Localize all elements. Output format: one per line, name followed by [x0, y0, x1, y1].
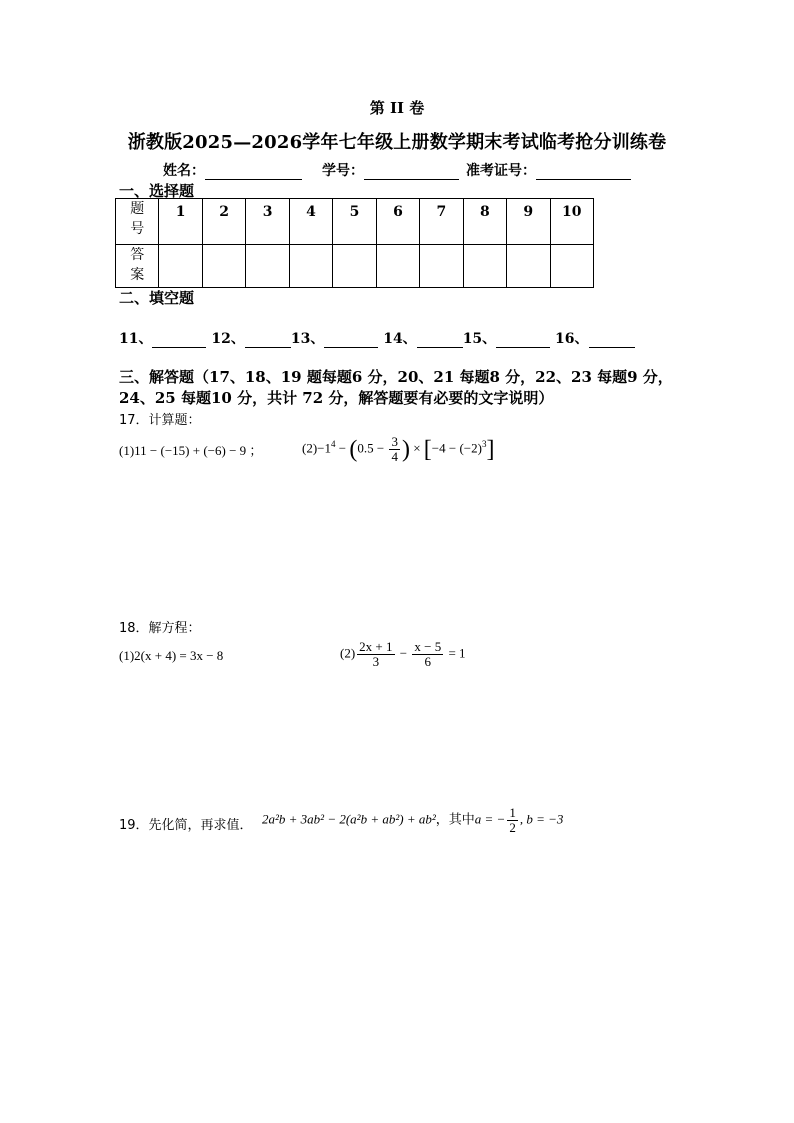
- page-title: 浙教版2025—2026学年七年级上册数学期末考试临考抢分训练卷: [127, 132, 667, 153]
- blank-label: 11、: [119, 331, 153, 347]
- q18-label: 18．解方程：: [119, 621, 201, 636]
- row-header-number: 题 号: [116, 199, 159, 245]
- q18-part2: (2) $\frac{2x + 1}{3}$ − $\frac{x - 5}{6}$ = 1: [340, 639, 466, 669]
- section-answer-heading-1: 三、解答题（17、18、19 题每题6 分，20、21 每题8 分，22、23 每题9 分，: [119, 368, 673, 386]
- blank-label: 15、: [462, 331, 497, 347]
- blank-label: 16、: [555, 331, 589, 347]
- blank-label: 14、: [383, 331, 417, 347]
- table-cell: 1: [159, 199, 202, 245]
- answer-cell[interactable]: [289, 245, 332, 288]
- answer-cell[interactable]: [159, 245, 202, 288]
- section-answer-heading-2: 24、25 每题10 分，共计 72 分，解答题要有必要的文字说明）: [119, 389, 554, 407]
- blank-line[interactable]: [245, 333, 291, 348]
- section-fill-heading: 二、填空题: [119, 289, 195, 307]
- volume-label: 第 II 卷: [369, 99, 425, 117]
- id-label: 学号：: [322, 163, 364, 179]
- blank-line[interactable]: [589, 333, 635, 348]
- table-cell: 6: [376, 199, 419, 245]
- answer-cell[interactable]: [507, 245, 550, 288]
- row-header-answer: 答 案: [116, 245, 159, 288]
- fraction: $\frac{3}{4}$: [391, 433, 398, 464]
- blank-line[interactable]: [152, 333, 206, 348]
- exam-no-field: [466, 160, 631, 180]
- answer-cell[interactable]: [420, 245, 463, 288]
- answer-cell[interactable]: [202, 245, 245, 288]
- table-cell: 4: [289, 199, 332, 245]
- answer-cell[interactable]: [246, 245, 289, 288]
- section-choice-heading: 一、选择题: [119, 182, 195, 200]
- blank-line[interactable]: [324, 333, 378, 348]
- blank-line[interactable]: [496, 333, 550, 348]
- answer-table: [115, 198, 594, 288]
- exam-no-blank[interactable]: [536, 164, 631, 180]
- id-blank[interactable]: [364, 164, 459, 180]
- q19-label: 19．先化简，再求值．: [119, 818, 253, 833]
- table-row: [116, 199, 594, 245]
- table-cell: 10: [550, 199, 593, 245]
- table-cell: 2: [202, 199, 245, 245]
- table-cell: 5: [333, 199, 376, 245]
- table-row: [116, 245, 594, 288]
- q18-part1: (1)2(x + 4) = 3x − 8: [119, 648, 224, 663]
- answer-cell[interactable]: [376, 245, 419, 288]
- table-cell: 3: [246, 199, 289, 245]
- table-cell: 9: [507, 199, 550, 245]
- name-label: 姓名：: [163, 163, 205, 179]
- table-cell: 7: [420, 199, 463, 245]
- blank-label: 13、: [290, 331, 325, 347]
- name-field: [163, 160, 302, 180]
- id-field: [322, 160, 459, 180]
- q19-expression: 2a²b + 3ab² − 2(a²b + ab²) + ab²，其中a = − $\frac{1}{2}$ , b = −3: [262, 805, 564, 835]
- q17-part1: (1)11 − (−15) + (−6) − 9 ；: [119, 443, 263, 458]
- answer-cell[interactable]: [463, 245, 506, 288]
- fill-blank-row: [119, 328, 635, 348]
- name-blank[interactable]: [205, 164, 302, 180]
- answer-cell[interactable]: [333, 245, 376, 288]
- fraction: $\frac{1}{2}$: [509, 805, 516, 835]
- answer-cell[interactable]: [550, 245, 593, 288]
- q17-label: 17．计算题：: [119, 413, 201, 428]
- q17-part2: $(2)-1^4 - (0.5$ − $\frac{3}{4}$ ) × $[-4 - (-2)^3]$: [302, 433, 495, 464]
- blank-label: 12、: [211, 331, 245, 347]
- fraction: $\frac{2x + 1}{3}$: [359, 639, 393, 669]
- fraction: $\frac{x - 5}{6}$: [414, 639, 442, 669]
- exam-no-label: 准考证号：: [466, 163, 536, 179]
- table-cell: 8: [463, 199, 506, 245]
- blank-line[interactable]: [417, 333, 463, 348]
